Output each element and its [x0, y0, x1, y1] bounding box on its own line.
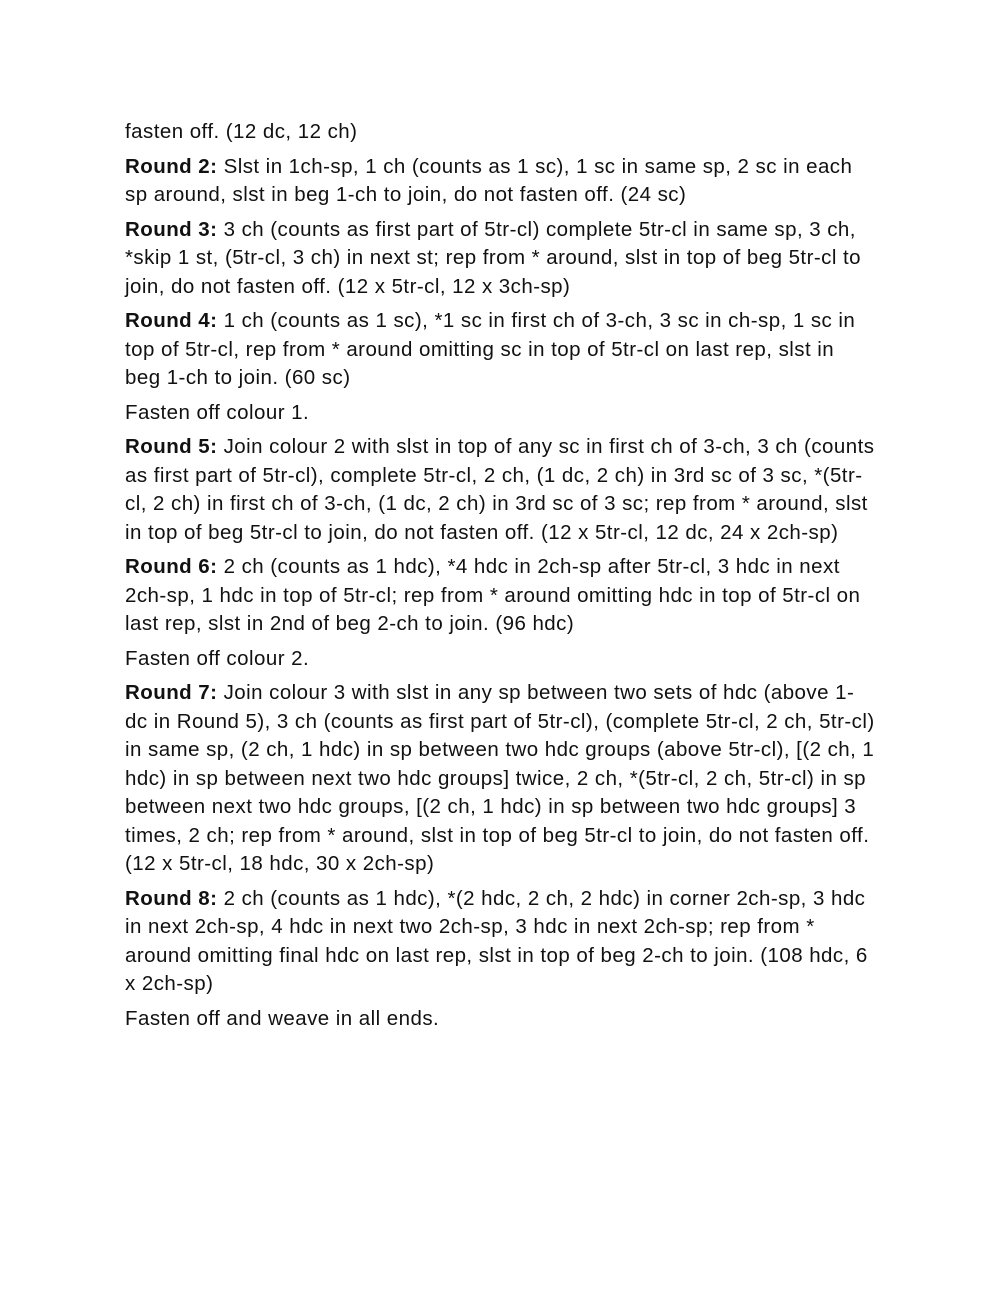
paragraph-text: fasten off. (12 dc, 12 ch) [125, 120, 358, 143]
round-label: Round 6: [125, 555, 218, 578]
paragraph-text: Fasten off colour 2. [125, 646, 310, 670]
paragraph-text: Fasten off colour 1. [125, 400, 310, 424]
round-instructions: 2 ch (counts as 1 hdc), *(2 hdc, 2 ch, 2 hdc) in corner 2ch-sp, 3 hdc in next 2ch-sp, 4 hdc in next two 2ch-sp, 3 hdc in next 2ch-sp; rep from * around omitting final hdc on last rep, slst in top of beg 2-ch to join. (108 hdc, 6 x 2ch-sp) [125, 886, 868, 995]
paragraph-round-8 [125, 885, 875, 999]
round-label: Round 2: [125, 154, 218, 178]
paragraph-fasten-off-colour-2 [125, 645, 875, 674]
paragraph-text: Fasten off and weave in all ends. [125, 1006, 440, 1030]
round-label: Round 8: [125, 886, 218, 910]
paragraph-round-5 [125, 433, 875, 547]
paragraph-finish [125, 1005, 875, 1034]
round-instructions: Join colour 2 with slst in top of any sc in first ch of 3-ch, 3 ch (counts as first part of 5tr-cl), complete 5tr-cl, 2 ch, (1 dc, 2 ch) in 3rd sc of 3 sc, *(5tr-cl, 2 ch) in first ch of 3-ch, (1 dc, 2 ch) in 3rd sc of 3 sc; rep from * around, slst in top of beg 5tr-cl to join, do not fasten off. (12 x 5tr-cl, 12 dc, 24 x 2ch-sp) [125, 435, 875, 544]
document-page [125, 118, 875, 1039]
paragraph-continuation [125, 118, 875, 147]
paragraph-round-2 [125, 153, 875, 210]
round-instructions: Slst in 1ch-sp, 1 ch (counts as 1 sc), 1 sc in same sp, 2 sc in each sp around, slst in beg 1-ch to join, do not fasten off. (24 sc) [125, 154, 853, 206]
paragraph-round-6 [125, 553, 875, 639]
paragraph-round-3 [125, 216, 875, 302]
paragraph-round-7 [125, 679, 875, 879]
round-instructions: 3 ch (counts as first part of 5tr-cl) complete 5tr-cl in same sp, 3 ch, *skip 1 st, (5tr-cl, 3 ch) in next st; rep from * around, slst in top of beg 5tr-cl to join, do not fasten off. (12 x 5tr-cl, 12 x 3ch-sp) [125, 217, 861, 298]
round-instructions: 1 ch (counts as 1 sc), *1 sc in first ch of 3-ch, 3 sc in ch-sp, 1 sc in top of 5tr-cl, rep from * around omitting sc in top of 5tr-cl on last rep, slst in beg 1-ch to join. (60 sc) [125, 309, 856, 389]
round-instructions: 2 ch (counts as 1 hdc), *4 hdc in 2ch-sp after 5tr-cl, 3 hdc in next 2ch-sp, 1 hdc in top of 5tr-cl; rep from * around omitting hdc in top of 5tr-cl on last rep, slst in 2nd of beg 2-ch to join. (96 hdc) [125, 555, 861, 635]
round-instructions: Join colour 3 with slst in any sp between two sets of hdc (above 1-dc in Round 5), 3 ch (counts as first part of 5tr-cl), (complete 5tr-cl, 2 ch, 5tr-cl) in same sp, (2 ch, 1 hdc) in sp between two hdc groups (above 5tr-cl), [(2 ch, 1 hdc) in sp between next two hdc groups] twice, 2 ch, *(5tr-cl, 2 ch, 5tr-cl) in sp between next two hdc groups, [(2 ch, 1 hdc) in sp between two hdc groups] 3 times, 2 ch; rep from * around, slst in top of beg 5tr-cl to join, do not fasten off. (12 x 5tr-cl, 18 hdc, 30 x 2ch-sp) [125, 681, 875, 875]
round-label: Round 5: [125, 435, 218, 458]
paragraph-fasten-off-colour-1 [125, 399, 875, 428]
paragraph-round-4 [125, 307, 875, 393]
round-label: Round 4: [125, 309, 218, 332]
round-label: Round 7: [125, 681, 218, 704]
round-label: Round 3: [125, 217, 218, 241]
